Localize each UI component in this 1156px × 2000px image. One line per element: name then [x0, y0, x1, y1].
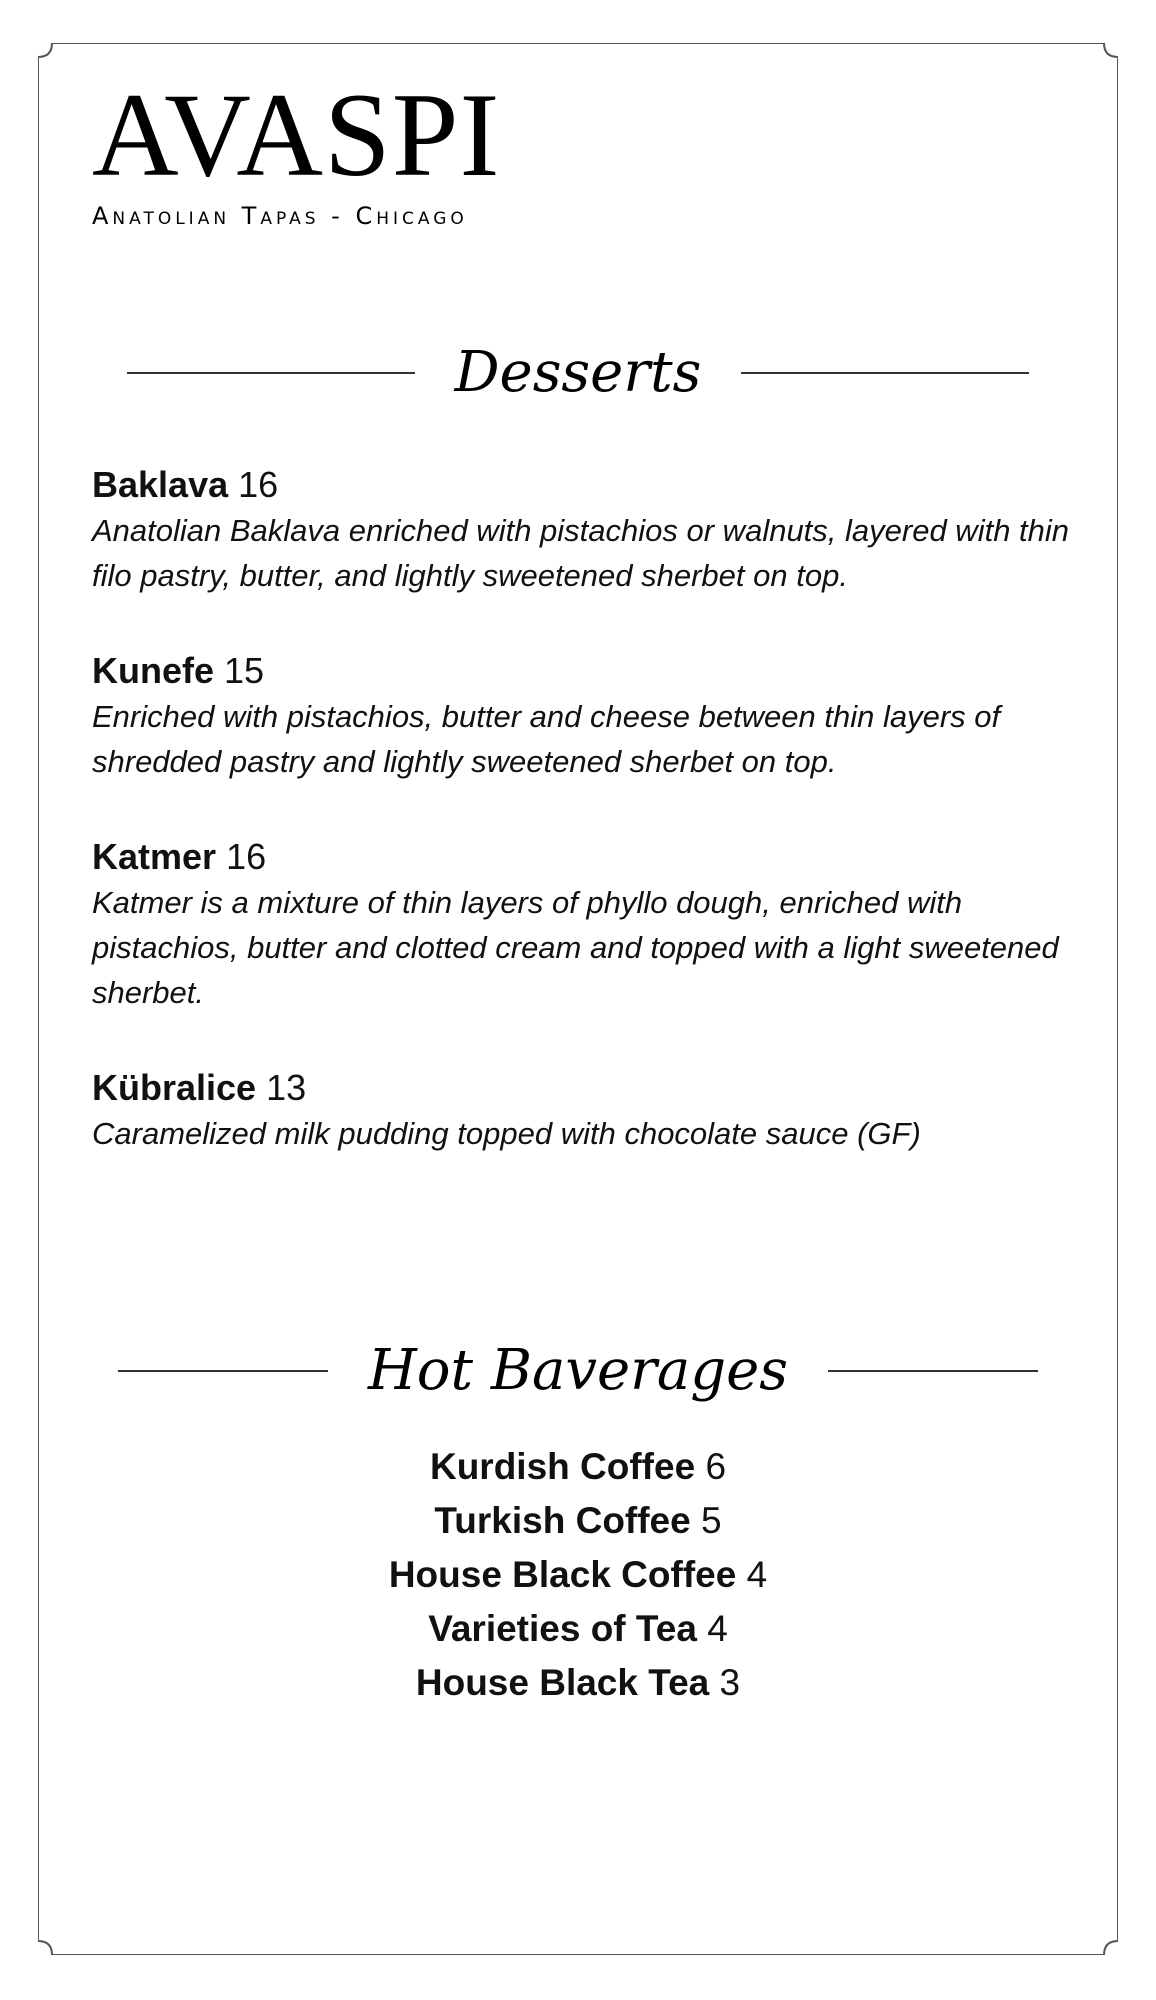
item-price: 15 — [224, 650, 265, 691]
beverage-item — [0, 1548, 1156, 1602]
item-name: Kurdish Coffee — [429, 1446, 696, 1487]
hot-beverages-heading — [124, 1338, 1032, 1403]
item-name: Baklava — [92, 464, 229, 505]
section-title: Hot Baverages — [367, 1338, 789, 1403]
divider-line — [118, 1370, 328, 1372]
item-price: 13 — [266, 1067, 307, 1108]
item-price: 4 — [707, 1608, 728, 1649]
beverage-item — [0, 1494, 1156, 1548]
item-price: 4 — [746, 1554, 768, 1595]
beverage-item — [0, 1602, 1156, 1656]
item-description: Anatolian Baklava enriched with pistachios or walnuts, layered with thin filo pastry, butter, and lightly sweetened sherbet on top. — [92, 513, 1070, 593]
item-name: House Black Coffee — [388, 1554, 737, 1595]
item-description: Caramelized milk pudding topped with chocolate sauce (GF) — [92, 1116, 921, 1151]
item-description: Katmer is a mixture of thin layers of phyllo dough, enriched with pistachios, butter and clotted cream and topped with a light sweetened sherbet. — [92, 885, 1059, 1010]
hot-beverages-list — [0, 1440, 1156, 1710]
item-name: House Black Tea — [415, 1662, 710, 1703]
menu-item — [92, 1065, 1072, 1156]
item-name: Turkish Coffee — [434, 1500, 691, 1541]
restaurant-tagline: Anatolian Tapas - Chicago — [92, 202, 468, 230]
item-price: 16 — [226, 836, 267, 877]
item-name: Katmer — [92, 836, 217, 877]
brand-header — [92, 68, 501, 230]
item-price: 16 — [238, 464, 279, 505]
item-price: 5 — [701, 1500, 722, 1541]
restaurant-name: AVASPI — [92, 68, 501, 201]
menu-item — [92, 462, 1072, 598]
item-description: Enriched with pistachios, butter and cheese between thin layers of shredded pastry and lightly sweetened sherbet on top. — [92, 699, 1001, 779]
divider-line — [127, 372, 415, 374]
divider-line — [828, 1370, 1038, 1372]
desserts-heading — [124, 340, 1032, 405]
menu-item — [92, 834, 1072, 1015]
menu-item — [92, 648, 1072, 784]
section-title: Desserts — [454, 340, 702, 405]
divider-line — [741, 372, 1029, 374]
item-price: 3 — [719, 1662, 741, 1703]
beverage-item — [0, 1656, 1156, 1710]
item-price: 6 — [705, 1446, 727, 1487]
item-name: Varieties of Tea — [428, 1608, 697, 1649]
item-name: Kübralice — [92, 1067, 257, 1108]
item-name: Kunefe — [92, 650, 215, 691]
desserts-list — [92, 462, 1072, 1206]
beverage-item — [0, 1440, 1156, 1494]
